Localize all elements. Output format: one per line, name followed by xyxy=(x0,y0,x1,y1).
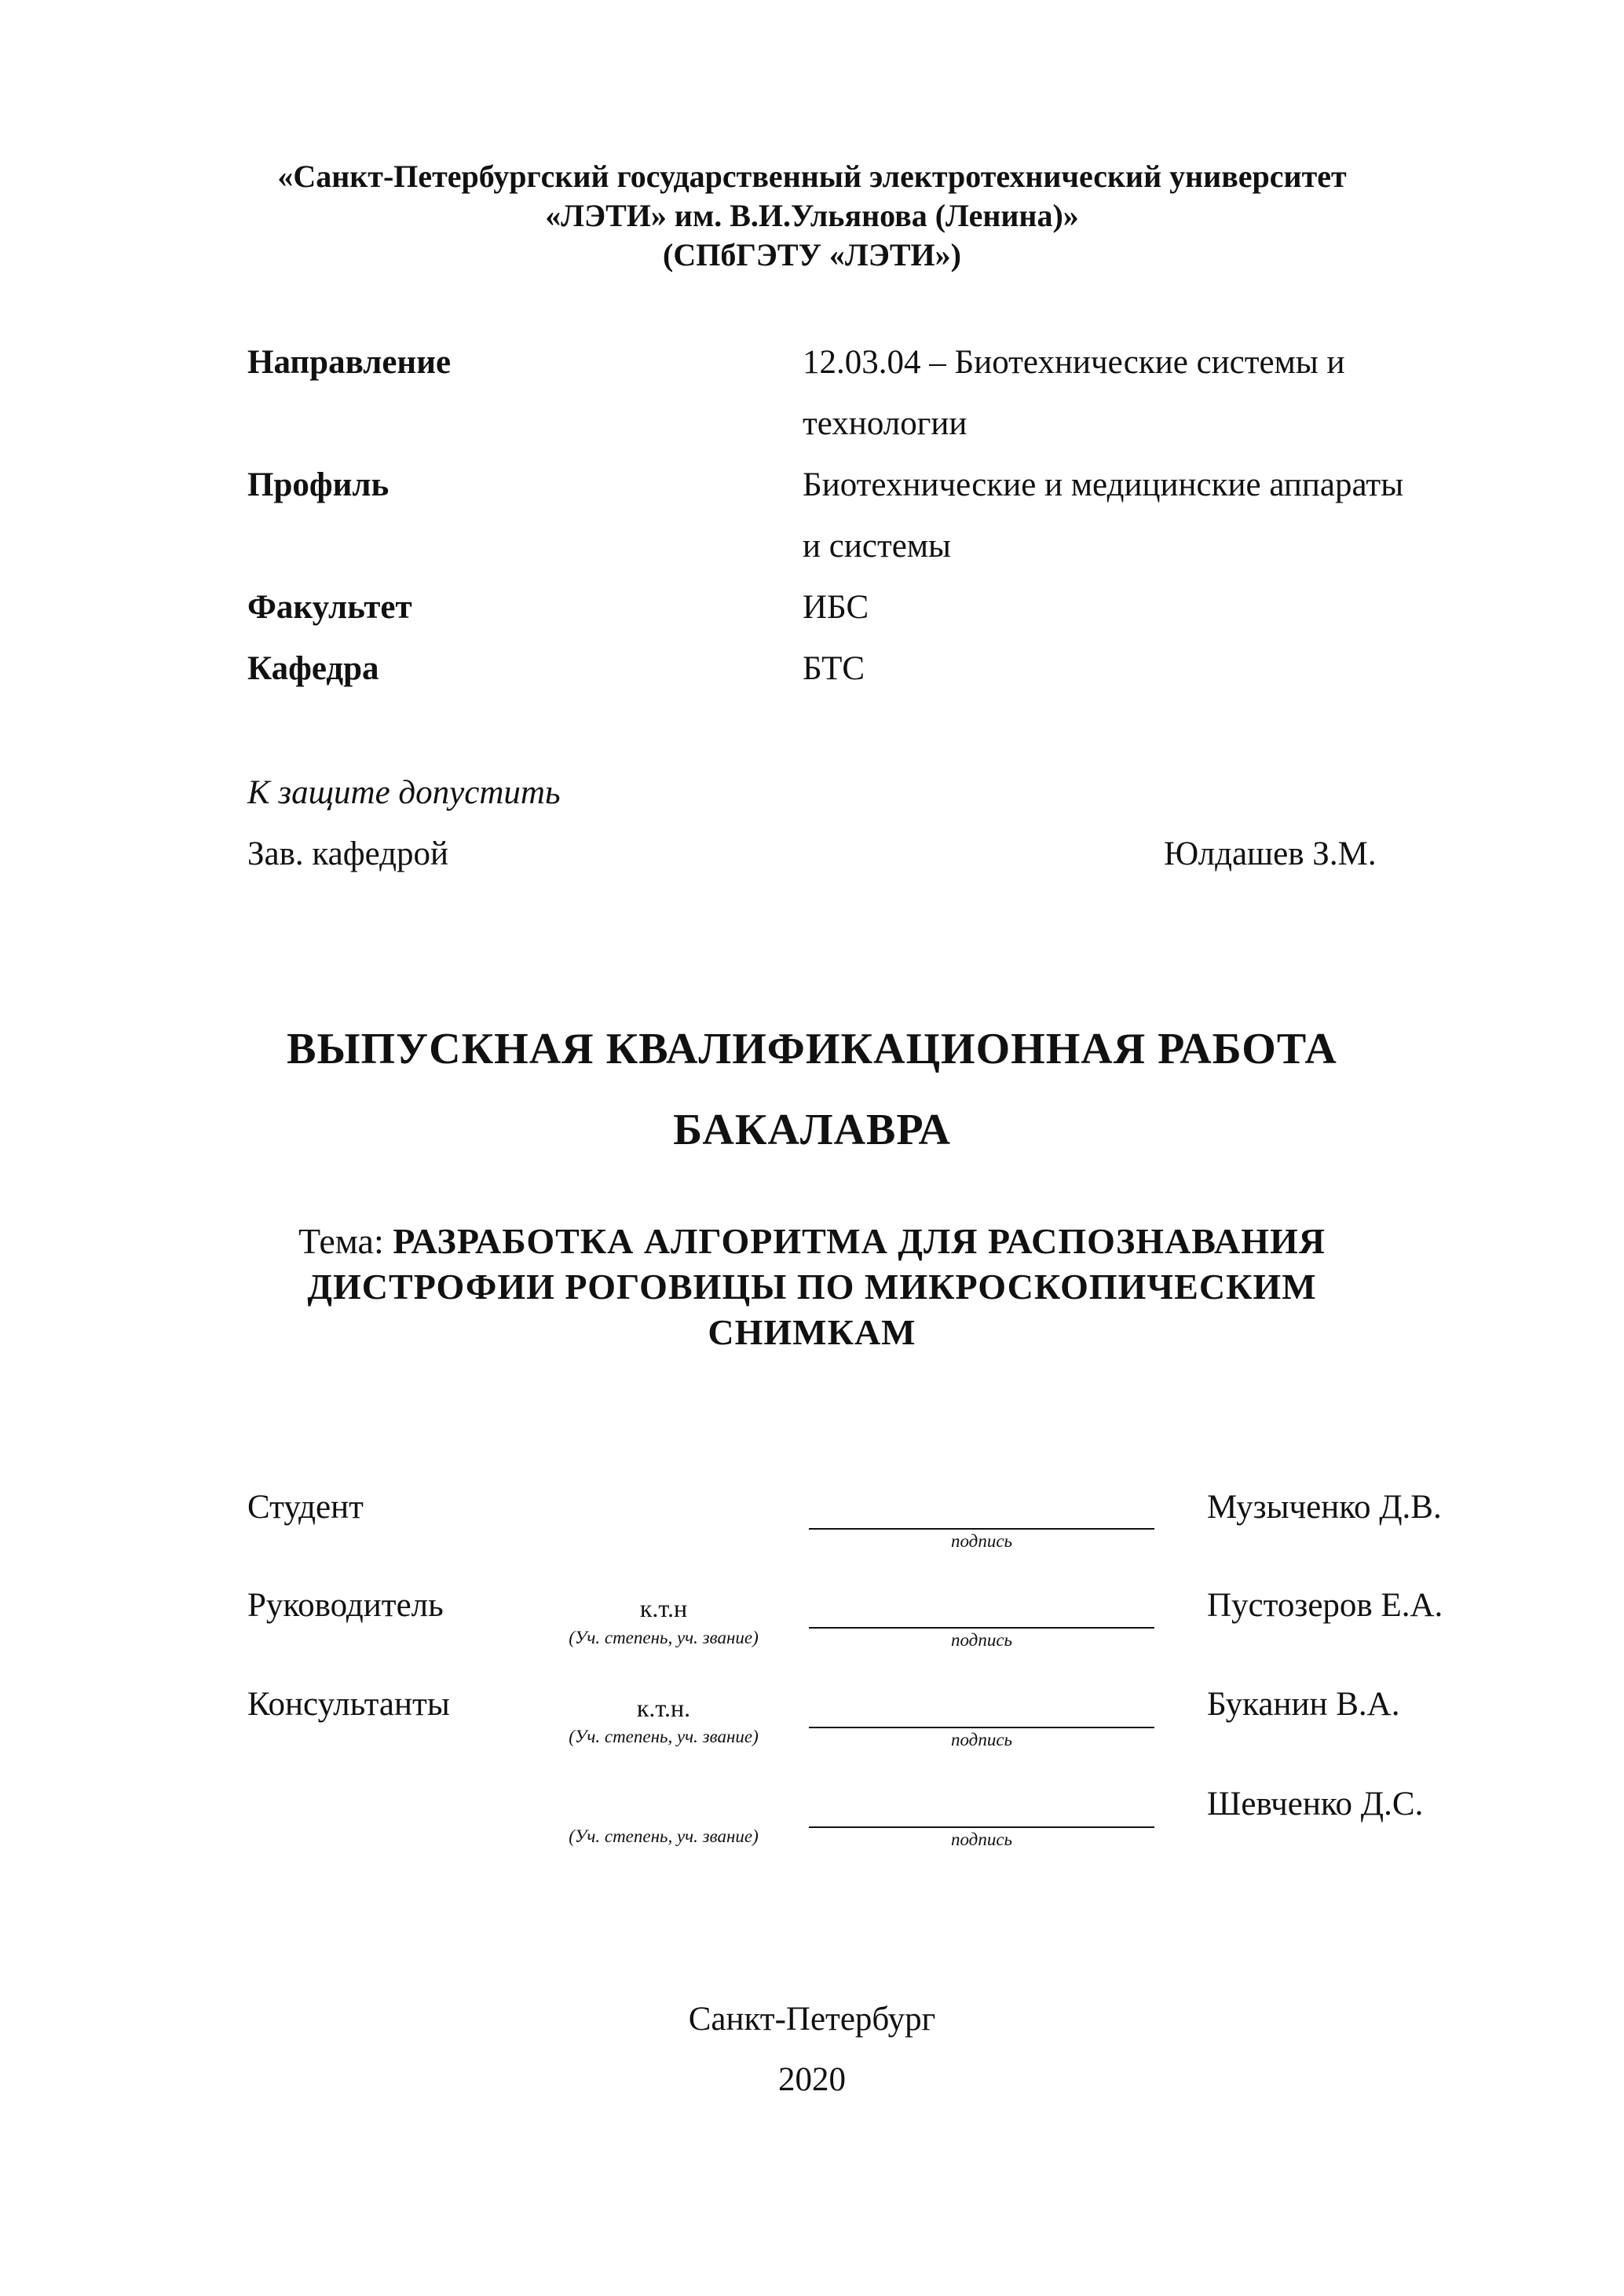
consultant1-degree: к.т.н. xyxy=(636,1694,691,1722)
supervisor-role: Руководитель xyxy=(247,1587,444,1624)
consultant1-signature-line xyxy=(809,1727,1154,1728)
student-role: Студент xyxy=(247,1489,364,1526)
topic-line1 xyxy=(0,1219,1624,1263)
head-of-department-name: Юлдашев З.М. xyxy=(1164,835,1377,872)
supervisor-degree: к.т.н xyxy=(639,1594,688,1622)
consultant2-signature-line xyxy=(809,1826,1154,1828)
consultant2-signature-caption: подпись xyxy=(950,1830,1012,1849)
student-signature-line xyxy=(809,1528,1154,1530)
faculty-value: ИБС xyxy=(803,589,869,626)
direction-value-line1: 12.03.04 – Биотехнические системы и xyxy=(803,344,1345,381)
topic-title-part2: ДИСТРОФИИ РОГОВИЦЫ ПО МИКРОСКОПИЧЕСКИМ xyxy=(307,1267,1317,1307)
head-of-department-label: Зав. кафедрой xyxy=(247,835,449,872)
university-name-line1: «Санкт-Петербургский государственный электротехнический университет xyxy=(277,159,1347,194)
university-name-line2: «ЛЭТИ» им. В.И.Ульянова (Ленина)» xyxy=(545,198,1079,233)
admission-text: К защите допустить xyxy=(247,774,561,811)
supervisor-signature-line xyxy=(809,1627,1154,1629)
topic-prefix: Тема: xyxy=(298,1221,393,1261)
document-title-line2: БАКАЛАВРА xyxy=(673,1106,951,1154)
consultant1-name: Буканин В.А. xyxy=(1207,1686,1400,1723)
faculty-label: Факультет xyxy=(247,589,412,626)
supervisor-degree-caption: (Уч. степень, уч. звание) xyxy=(569,1628,759,1647)
student-name: Музыченко Д.В. xyxy=(1207,1489,1442,1526)
city: Санкт-Петербург xyxy=(688,2001,936,2038)
year: 2020 xyxy=(778,2061,846,2098)
document-title-line1: ВЫПУСКНАЯ КВАЛИФИКАЦИОННАЯ РАБОТА xyxy=(287,1025,1337,1073)
university-abbreviation: (СПбГЭТУ «ЛЭТИ») xyxy=(663,237,961,272)
profile-value-line1: Биотехнические и медицинские аппараты xyxy=(803,466,1404,503)
direction-label: Направление xyxy=(247,344,452,381)
topic-title-part1: РАЗРАБОТКА АЛГОРИТМА ДЛЯ РАСПОЗНАВАНИЯ xyxy=(393,1221,1326,1261)
student-signature-caption: подпись xyxy=(950,1531,1012,1551)
consultant2-degree-caption: (Уч. степень, уч. звание) xyxy=(569,1826,759,1846)
department-value: БТС xyxy=(803,650,865,687)
department-label: Кафедра xyxy=(247,650,379,687)
supervisor-signature-caption: подпись xyxy=(950,1630,1012,1650)
supervisor-name: Пустозеров Е.А. xyxy=(1207,1587,1443,1624)
consultants-role: Консультанты xyxy=(247,1686,450,1723)
consultant2-name: Шевченко Д.С. xyxy=(1207,1786,1424,1823)
consultant1-degree-caption: (Уч. степень, уч. звание) xyxy=(569,1727,759,1746)
profile-label: Профиль xyxy=(247,466,390,503)
topic-title-part3: СНИМКАМ xyxy=(708,1312,916,1352)
direction-value-line2: технологии xyxy=(803,405,967,442)
profile-value-line2: и системы xyxy=(803,528,951,565)
consultant1-signature-caption: подпись xyxy=(950,1730,1012,1749)
